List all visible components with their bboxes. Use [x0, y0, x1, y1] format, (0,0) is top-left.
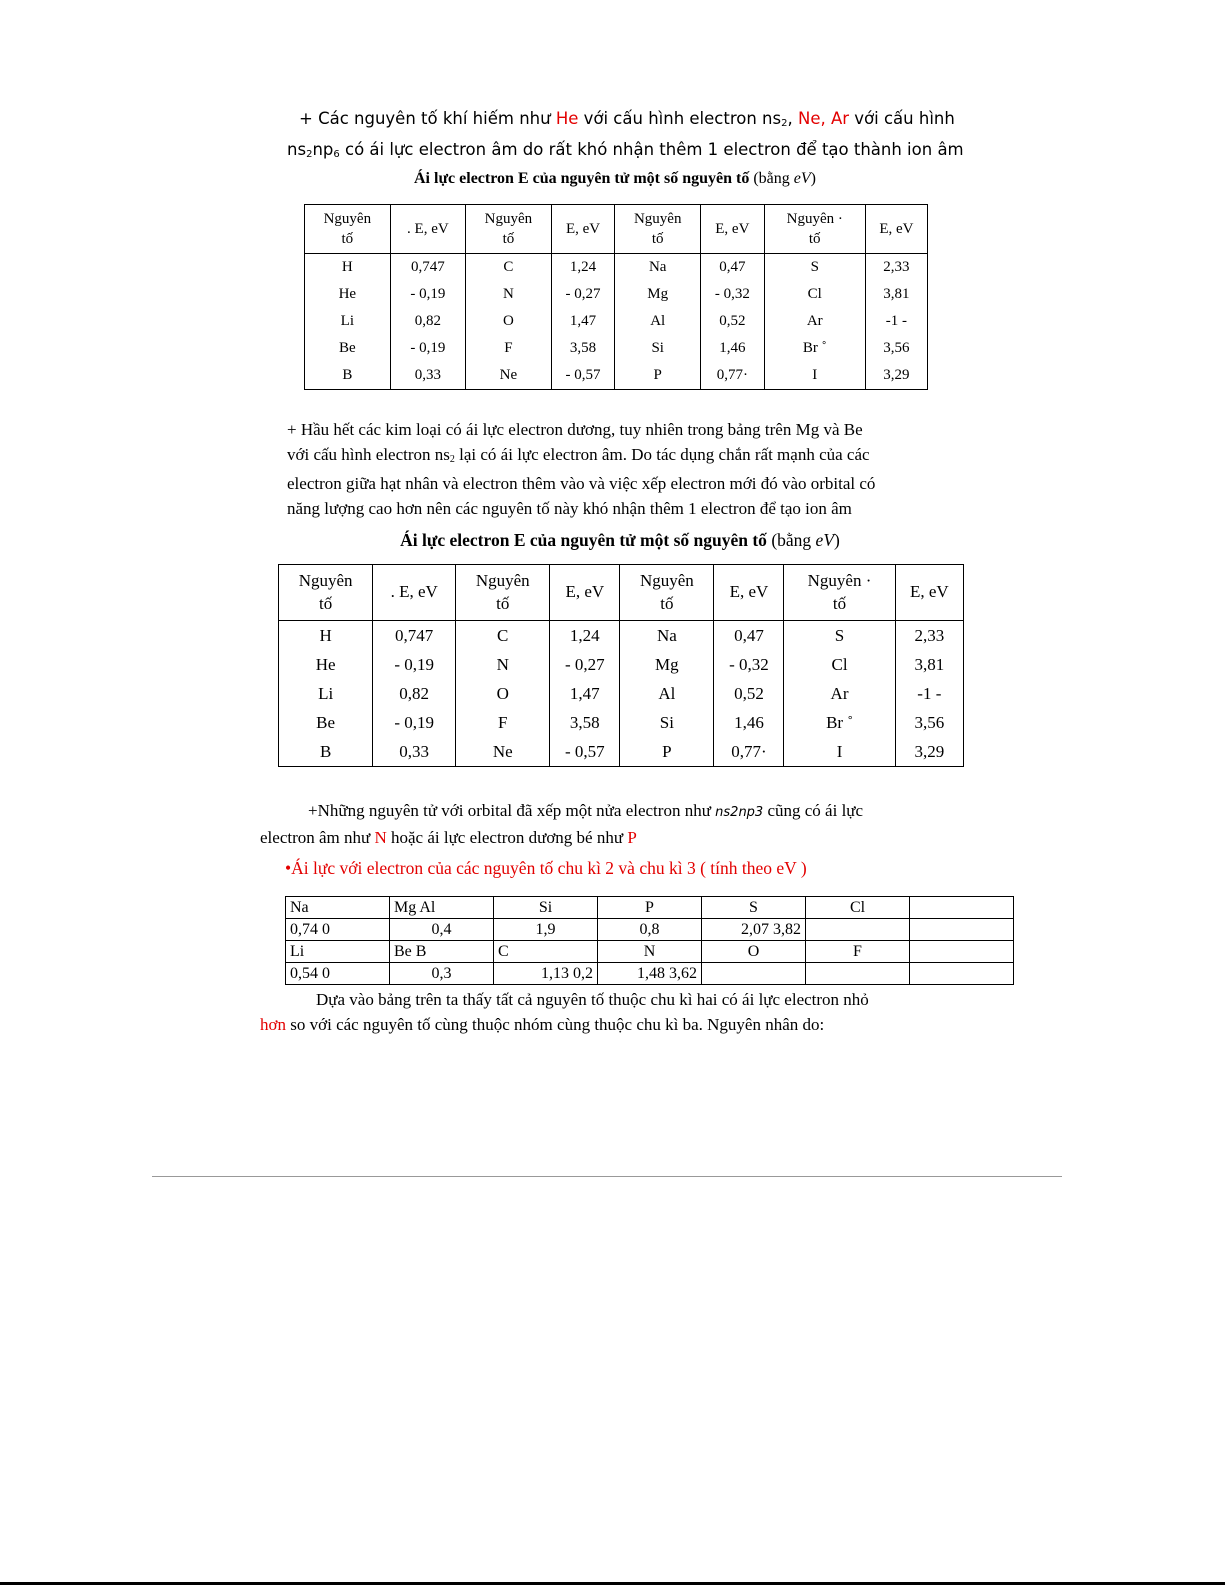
value-cell: 1,24	[550, 621, 620, 651]
element-cell: Ar	[784, 679, 895, 708]
element-cell: Ne	[456, 737, 550, 767]
header-cell: Nguyên tố	[279, 565, 373, 621]
period-row	[286, 941, 1014, 963]
element-cell: Al	[615, 308, 701, 335]
value-cell: 1,47	[551, 308, 615, 335]
header-cell: Nguyên tố	[620, 565, 714, 621]
value-cell: - 0,32	[701, 281, 765, 308]
header-cell: E, eV	[865, 205, 927, 254]
value-cell: 3,81	[895, 650, 963, 679]
half-filled-paragraph: +Những nguyên tử với orbital đã xếp một nửa electron như ns2np3 cũng có ái lực electron âm như N hoặc ái lực electron dương bé như P	[260, 801, 864, 847]
element-cell: O	[466, 308, 552, 335]
element-cell: N	[456, 650, 550, 679]
period-heading: •Ái lực với electron của các nguyên tố chu kì 2 và chu kì 3 ( tính theo eV )	[285, 858, 807, 878]
table-row	[305, 362, 928, 390]
header-cell: E, eV	[551, 205, 615, 254]
period-cell: Mg Al	[390, 897, 494, 919]
affinity-table-2	[278, 564, 964, 767]
header-cell: Nguyên tố	[466, 205, 552, 254]
header-cell: Nguyên · tố	[764, 205, 865, 254]
table-row	[305, 254, 928, 282]
value-cell: -1 -	[865, 308, 927, 335]
element-cell: Na	[615, 254, 701, 282]
period-cell: 0,3	[390, 963, 494, 985]
period-cell	[910, 963, 1014, 985]
conclusion-paragraph: Dựa vào bảng trên ta thấy tất cả nguyên tố thuộc chu kì hai có ái lực electron nhỏ hơn so với các nguyên tố cùng thuộc nhóm cùng thuộc chu kì ba. Nguyên nhân do:	[260, 990, 869, 1034]
period-cell	[910, 919, 1014, 941]
hon-highlight: hơn	[260, 1014, 286, 1034]
element-cell: Mg	[615, 281, 701, 308]
period-cell: F	[806, 941, 910, 963]
period-cell: 2,07 3,82	[702, 919, 806, 941]
table-row	[279, 679, 964, 708]
element-cell: Ar	[764, 308, 865, 335]
page-divider	[152, 1176, 1062, 1177]
value-cell: 0,747	[373, 621, 456, 651]
table-caption-2: Ái lực electron E của nguyên tử một số nguyên tố (bằng eV)	[400, 530, 840, 550]
period-cell: 0,4	[390, 919, 494, 941]
value-cell: 2,33	[895, 621, 963, 651]
value-cell: - 0,19	[373, 708, 456, 737]
period-cell: 1,13 0,2	[494, 963, 598, 985]
period-cell: P	[598, 897, 702, 919]
value-cell: 3,81	[865, 281, 927, 308]
period-cell: 1,48 3,62	[598, 963, 702, 985]
table-row	[305, 335, 928, 362]
period-cell: Na	[286, 897, 390, 919]
config-note: ns2np3	[715, 805, 764, 820]
period-cell: O	[702, 941, 806, 963]
element-cell: Cl	[764, 281, 865, 308]
element-cell: O	[456, 679, 550, 708]
element-cell: C	[466, 254, 552, 282]
p-highlight: P	[627, 827, 637, 847]
period-cell	[910, 941, 1014, 963]
element-cell: P	[615, 362, 701, 390]
table-row	[279, 650, 964, 679]
value-cell: 0,52	[714, 679, 784, 708]
value-cell: - 0,19	[390, 281, 465, 308]
value-cell: 0,77·	[714, 737, 784, 767]
element-cell: Al	[620, 679, 714, 708]
header-cell: E, eV	[550, 565, 620, 621]
value-cell: 0,747	[390, 254, 465, 282]
period-row	[286, 963, 1014, 985]
element-cell: H	[305, 254, 391, 282]
period-cell: 1,9	[494, 919, 598, 941]
table-caption-1: Ái lực electron E của nguyên tử một số nguyên tố (bằng eV)	[414, 170, 816, 187]
ne-ar-highlight: Ne, Ar	[797, 109, 850, 128]
period-table	[285, 896, 1014, 985]
element-cell: Ne	[466, 362, 552, 390]
value-cell: 3,56	[895, 708, 963, 737]
value-cell: 0,82	[373, 679, 456, 708]
value-cell: 0,52	[701, 308, 765, 335]
element-cell: He	[279, 650, 373, 679]
header-cell: . E, eV	[390, 205, 465, 254]
period-cell: 0,74 0	[286, 919, 390, 941]
period-cell: 0,8	[598, 919, 702, 941]
element-cell: Si	[620, 708, 714, 737]
value-cell: 0,47	[701, 254, 765, 282]
value-cell: 0,77·	[701, 362, 765, 390]
period-cell	[702, 963, 806, 985]
element-cell: Cl	[784, 650, 895, 679]
header-cell: Nguyên tố	[305, 205, 391, 254]
element-cell: S	[784, 621, 895, 651]
value-cell: - 0,19	[373, 650, 456, 679]
value-cell: 1,47	[550, 679, 620, 708]
element-cell: F	[456, 708, 550, 737]
value-cell: - 0,57	[550, 737, 620, 767]
period-cell: S	[702, 897, 806, 919]
element-cell: Be	[305, 335, 391, 362]
element-cell: P	[620, 737, 714, 767]
n-highlight: N	[374, 827, 387, 847]
value-cell: 3,58	[551, 335, 615, 362]
period-cell	[806, 919, 910, 941]
element-cell: H	[279, 621, 373, 651]
period-cell: C	[494, 941, 598, 963]
value-cell: - 0,27	[551, 281, 615, 308]
element-cell: I	[784, 737, 895, 767]
element-cell: N	[466, 281, 552, 308]
element-cell: Be	[279, 708, 373, 737]
intro-line-1: + Các nguyên tố khí hiếm như He với cấu hình electron $ns_2$, Ne, Ar với cấu hình	[299, 109, 955, 129]
header-cell: E, eV	[714, 565, 784, 621]
table-row	[279, 708, 964, 737]
header-cell: Nguyên tố	[615, 205, 701, 254]
table-row	[279, 737, 964, 767]
header-cell: Nguyên · tố	[784, 565, 895, 621]
element-cell: Li	[305, 308, 391, 335]
element-cell: He	[305, 281, 391, 308]
header-cell: Nguyên tố	[456, 565, 550, 621]
period-cell: Be B	[390, 941, 494, 963]
value-cell: 3,29	[895, 737, 963, 767]
table-row	[305, 308, 928, 335]
element-cell: Br ˚	[764, 335, 865, 362]
value-cell: - 0,57	[551, 362, 615, 390]
value-cell: 1,46	[714, 708, 784, 737]
value-cell: - 0,32	[714, 650, 784, 679]
element-cell: C	[456, 621, 550, 651]
value-cell: 2,33	[865, 254, 927, 282]
element-cell: Mg	[620, 650, 714, 679]
period-cell: Si	[494, 897, 598, 919]
table-row	[279, 621, 964, 651]
table-row	[305, 281, 928, 308]
he-highlight: He	[555, 109, 579, 128]
element-cell: Br ˚	[784, 708, 895, 737]
header-cell: E, eV	[895, 565, 963, 621]
value-cell: 1,24	[551, 254, 615, 282]
value-cell: 3,58	[550, 708, 620, 737]
period-cell: Cl	[806, 897, 910, 919]
affinity-table-1	[304, 204, 928, 390]
element-cell: Si	[615, 335, 701, 362]
element-cell: Li	[279, 679, 373, 708]
element-cell: S	[764, 254, 865, 282]
element-cell: Na	[620, 621, 714, 651]
value-cell: 3,56	[865, 335, 927, 362]
period-cell: Li	[286, 941, 390, 963]
element-cell: B	[279, 737, 373, 767]
value-cell: -1 -	[895, 679, 963, 708]
intro-paragraph	[287, 106, 964, 168]
header-cell: . E, eV	[373, 565, 456, 621]
period-row	[286, 919, 1014, 941]
value-cell: 0,33	[390, 362, 465, 390]
value-cell: 1,46	[701, 335, 765, 362]
value-cell: 3,29	[865, 362, 927, 390]
header-cell: E, eV	[701, 205, 765, 254]
element-cell: F	[466, 335, 552, 362]
element-cell: B	[305, 362, 391, 390]
metal-paragraph: + Hầu hết các kim loại có ái lực electron dương, tuy nhiên trong bảng trên Mg và Be với cấu hình electron $ns_2$ lại có ái lực electron âm. Do tác dụng chắn rất mạnh của các electron giữa hạt nhân và electron thêm vào và việc xếp electron mới đó vào orbital có năng lượng cao hơn nên các nguyên tố này khó nhận thêm 1 electron để tạo ion âm	[287, 420, 876, 518]
value-cell: - 0,27	[550, 650, 620, 679]
element-cell: I	[764, 362, 865, 390]
period-cell: N	[598, 941, 702, 963]
intro-line-2: $ns_2np_6$ có ái lực electron âm do rất khó nhận thêm 1 electron để tạo thành ion âm	[287, 140, 964, 160]
value-cell: 0,47	[714, 621, 784, 651]
value-cell: - 0,19	[390, 335, 465, 362]
value-cell: 0,82	[390, 308, 465, 335]
period-cell: 0,54 0	[286, 963, 390, 985]
period-row	[286, 897, 1014, 919]
value-cell: 0,33	[373, 737, 456, 767]
period-cell	[806, 963, 910, 985]
period-cell	[910, 897, 1014, 919]
